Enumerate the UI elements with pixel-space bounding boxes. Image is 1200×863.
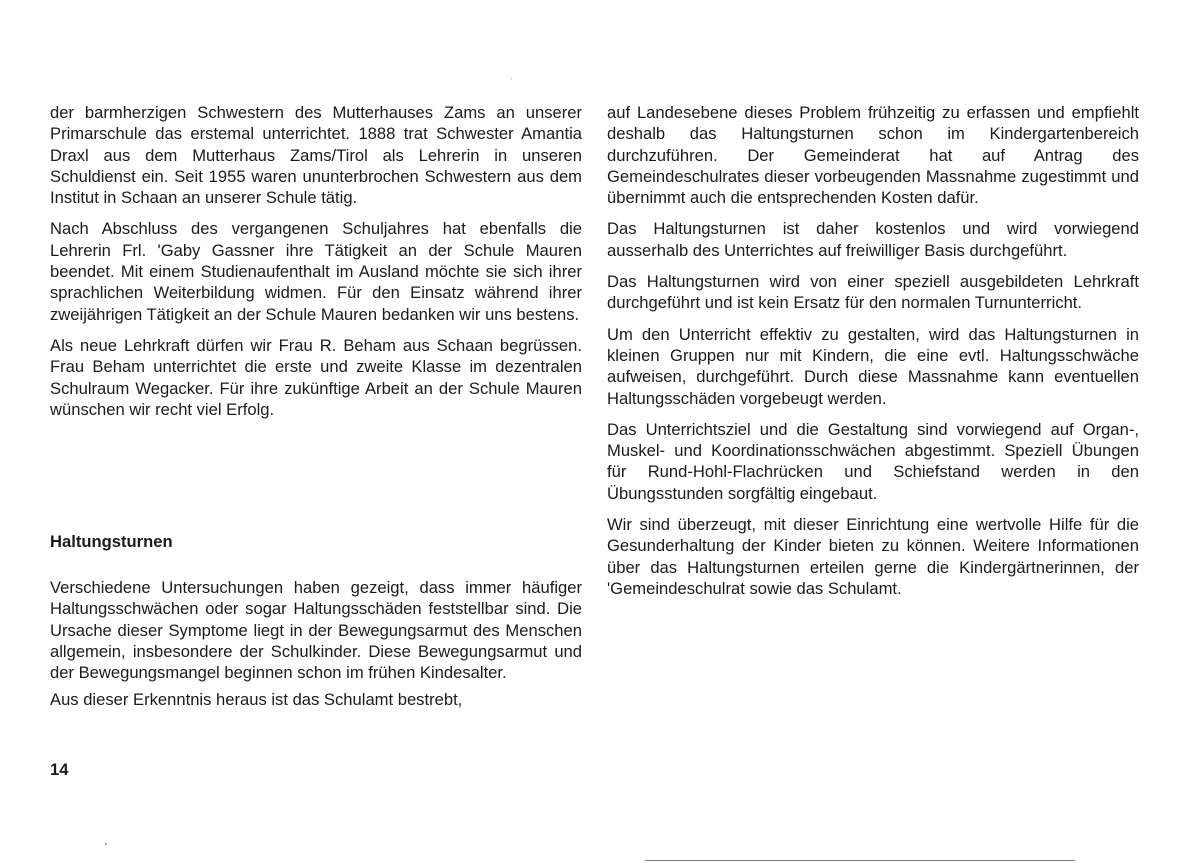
- paragraph: Nach Abschluss des vergangenen Schuljahres hat ebenfalls die Lehrerin Frl. 'Gaby Gassner ihre Tätigkeit an der Schule Mauren beendet. Mit einem Studienaufenthalt im Ausland möchte sie sich ihrer sprachlichen Weiterbildung widmen. Für den Einsatz während ihrer zweijährigen Tätigkeit an der Schule Mauren bedanken wir uns bestens.: [50, 219, 582, 324]
- paragraph: Als neue Lehrkraft dürfen wir Frau R. Beham aus Schaan begrüssen. Frau Beham unterrichtet die erste und zweite Klasse im dezentralen Schulraum Wegacker. Für ihre zukünftige Arbeit an der Schule Mauren wünschen wir recht viel Erfolg.: [50, 335, 582, 419]
- paragraph: auf Landesebene dieses Problem frühzeitig zu erfassen und empfiehlt deshalb das Haltungsturnen schon im Kindergartenbereich durchzuführen. Der Gemeinderat hat auf Antrag des Gemeindeschulrates dieser vorbeugenden Massnahme zugestimmt und übernimmt auch die entsprechenden Kosten dafür.: [607, 103, 1139, 208]
- paragraph: Aus dieser Erkenntnis heraus ist das Schulamt bestrebt,: [50, 690, 463, 710]
- paragraph: Das Haltungsturnen ist daher kostenlos und wird vorwiegend ausserhalb des Unterrichtes auf freiwilliger Basis durchgeführt.: [607, 219, 1139, 260]
- left-column: [50, 102, 582, 430]
- paragraph: Das Haltungsturnen wird von einer speziell ausgebildeten Lehrkraft durchgeführt und ist kein Ersatz für den normalen Turnunterricht.: [607, 272, 1139, 313]
- paragraph: Das Unterrichtsziel und die Gestaltung sind vorwiegend auf Organ-, Muskel- und Koordinationsschwächen abgestimmt. Speziell Übungen für Rund-Hohl-Flachrücken und Schiefstand werden in den Übungsstunden sorgfältig eingebaut.: [607, 419, 1139, 503]
- scan-speck: [511, 78, 512, 79]
- scan-edge-line: [645, 860, 1075, 861]
- paragraph: Um den Unterricht effektiv zu gestalten, wird das Haltungsturnen in kleinen Gruppen nur mit Kindern, die eine evtl. Haltungsschwäche aufweisen, durchgeführt. Durch diese Massnahme kann eventuellen Haltungsschäden vorgebeugt werden.: [607, 324, 1139, 408]
- paragraph: Wir sind überzeugt, mit dieser Einrichtung eine wertvolle Hilfe für die Gesunderhaltung der Kinder bieten zu können. Weitere Informationen über das Haltungsturnen erteilen gerne die Kindergärtnerinnen, der 'Gemeindeschulrat sowie das Schulamt.: [607, 515, 1139, 598]
- page-number: 14: [50, 760, 69, 779]
- paragraph: der barmherzigen Schwestern des Mutterhauses Zams an unserer Primarschule das erstemal unterrichtet. 1888 trat Schwester Amantia Draxl aus dem Mutterhaus Zams/Tirol als Lehrerin in unseren Schuldienst ein. Seit 1955 waren ununterbrochen Schwestern aus dem Institut in Schaan an unserer Schule tätig.: [50, 103, 582, 208]
- paragraph: Verschiedene Untersuchungen haben gezeigt, dass immer häufiger Haltungsschwächen oder sogar Haltungsschäden feststellbar sind. Die Ursache dieser Symptome liegt in der Bewegungsarmut des Menschen allgemein, insbesondere der Schulkinder. Diese Bewegungsarmut und der Bewegungsmangel beginnen schon im frühen Kindesalter.: [50, 578, 582, 683]
- right-column: [607, 102, 1139, 609]
- section-heading: Haltungsturnen: [50, 532, 173, 551]
- scan-speck: [105, 843, 107, 845]
- section-body: [50, 577, 582, 717]
